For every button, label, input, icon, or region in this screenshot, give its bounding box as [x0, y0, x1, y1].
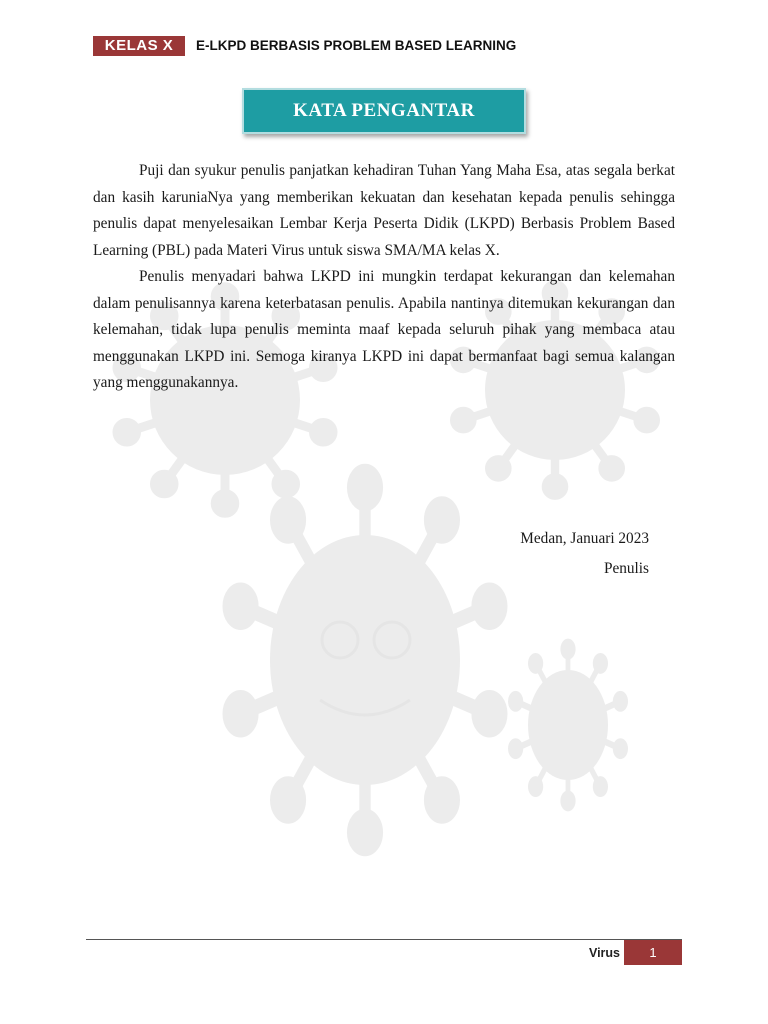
paragraph-2: Penulis menyadari bahwa LKPD ini mungkin terdapat kekurangan dan kelemahan dalam penulisannya karena keterbatasan penulis. Apabila nantinya ditemukan kekurangan dan kelemahan, tidak lupa penulis meminta maaf kepada seluruh pihak yang membaca atau menggunakan LKPD ini. Semoga kiranya LKPD ini dapat bermanfaat bagi semua kalangan yang menggunakannya.	[93, 268, 675, 391]
section-title-box	[242, 88, 526, 134]
section-title: KATA PENGANTAR	[293, 100, 475, 121]
page-number-badge	[624, 940, 682, 965]
footer-subject: Virus	[588, 946, 620, 960]
footer-divider	[86, 939, 682, 940]
closing-place-date: Medan, Januari 2023	[520, 530, 649, 547]
document-header-title: E-LKPD BERBASIS PROBLEM BASED LEARNING	[196, 38, 517, 53]
preface-body	[93, 158, 675, 397]
paragraph-1: Puji dan syukur penulis panjatkan kehadiran Tuhan Yang Maha Esa, atas segala berkat dan kasih karuniaNya yang memberikan kekuatan dan kesehatan kepada penulis sehingga penulis dapat menyelesaikan Lembar Kerja Peserta Didik (LKPD) Berbasis Problem Based Learning (PBL) pada Materi Virus untuk siswa SMA/MA kelas X.	[93, 162, 675, 259]
page-number: 1	[649, 945, 657, 960]
closing-signature: Penulis	[603, 560, 649, 577]
class-badge: KELAS X	[93, 36, 185, 56]
